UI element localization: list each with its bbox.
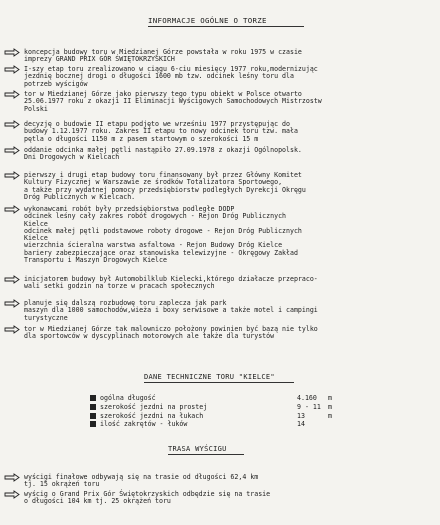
paragraph-line: turystyczne — [24, 313, 68, 322]
info-paragraph — [24, 326, 432, 341]
square-bullet-icon — [90, 413, 96, 419]
paragraph-line: I-szy etap toru zrealizowano w ciągu 6-ciu miesięcy 1977 roku,modernizując — [24, 65, 318, 73]
paragraph-line: wierzchnia ścieralna warstwa asfaltowa - Rejon Budowy Dróg Kielce — [24, 241, 283, 250]
paragraph-line: pętla o długości 1150 m z pasem startowym o szerokości 15 m — [24, 134, 259, 143]
info-paragraph — [24, 276, 432, 291]
arrow-bullet-icon — [4, 275, 20, 284]
tech-value: 14 — [297, 420, 305, 428]
paragraph-line: potrzeb wyścigów — [24, 79, 88, 88]
info-paragraph — [24, 491, 432, 506]
arrow-bullet-icon — [4, 48, 20, 57]
tech-title-underline — [144, 382, 294, 383]
arrow-bullet-icon — [4, 90, 20, 99]
info-paragraph — [24, 91, 432, 113]
paragraph-line: decyzję o budowie II etapu podjęto we wrześniu 1977 przystępując do — [24, 120, 290, 128]
paragraph-line: o długości 104 km tj. 25 okrążeń toru — [24, 497, 171, 506]
paragraph-line: pierwszy i drugi etap budowy toru finansowany był przez Główny Komitet — [24, 171, 302, 179]
paragraph-line: Kielce — [24, 234, 48, 243]
paragraph-line: budowy 1.12.1977 roku. Zakres II etapu to nowy odcinek toru tzw. mała — [24, 127, 298, 136]
tech-data-row — [90, 421, 350, 428]
info-paragraph — [24, 66, 432, 88]
arrow-bullet-icon — [4, 171, 20, 180]
info-paragraph — [24, 172, 432, 201]
arrow-bullet-icon — [4, 120, 20, 129]
paragraph-line: bariery zabezpieczające oraz stanowiska telewizyjne - Okręgowy Zakład — [24, 248, 298, 257]
tech-data-title: DANE TECHNICZNE TORU "KIELCE" — [144, 373, 275, 381]
title-underline — [148, 26, 304, 27]
paragraph-line: imprezy GRAND PRIX GÓR ŚWIĘTOKRZYSKICH — [24, 55, 175, 64]
tech-unit: m — [328, 412, 332, 420]
document-title: INFORMACJE OGÓLNE O TORZE — [148, 16, 267, 25]
tech-value: 4.160 — [297, 394, 317, 402]
tech-label: szerokość jezdni na prostej — [100, 403, 208, 411]
tech-label: ogólna długość — [100, 394, 156, 402]
route-title: TRASA WYŚCIGU — [168, 445, 227, 453]
tech-label: szerokość jezdni na łukach — [100, 412, 204, 420]
info-paragraph — [24, 121, 432, 143]
paragraph-line: wali setki godzin na torze w pracach społecznych — [24, 282, 215, 291]
paragraph-line: Dróg Publicznych w Kielcach. — [24, 192, 136, 201]
paragraph-line: wykonawcami robót były przedsiębiorstwa podległe DODP — [24, 205, 235, 213]
paragraph-line: Polski — [24, 104, 48, 113]
paragraph-line: oddanie odcinka małej pętli nastąpiło 27.09.1978 z okazji Ogólnopolsk. — [24, 146, 302, 154]
paragraph-line: a także przy wydatnej pomocy przedsiębiorstw podległych Dyrekcji Okręgu — [24, 185, 306, 194]
paragraph-line: wyścigi finałowe odbywają się na trasie od długości 62,4 km — [24, 473, 259, 481]
tech-data-row — [90, 404, 350, 411]
paragraph-line: tor w Miedzianej Górze jako pierwszy tego typu obiekt w Polsce otwarto — [24, 90, 302, 98]
info-paragraph — [24, 49, 432, 64]
paragraph-line: 25.06.1977 roku z okazji II Eliminacji Wyścigowych Samochodowych Mistrzostw — [24, 97, 322, 106]
tech-label: ilość zakrętów - łuków — [100, 420, 188, 428]
tech-value: 9 - 11 — [297, 403, 321, 411]
paragraph-line: Kielce — [24, 219, 48, 228]
tech-data-row — [90, 395, 350, 402]
paragraph-line: inicjatorem budowy był Automobilklub Kielecki,którego działacze przepraco- — [24, 275, 318, 283]
paragraph-line: jezdnię bocznej drogi o długości 1600 mb tzw. odcinek leśny toru dla — [24, 72, 294, 81]
arrow-bullet-icon — [4, 146, 20, 155]
info-paragraph — [24, 300, 432, 322]
paragraph-line: wyścig o Grand Prix Gór Świętokrzyskich odbędzie się na trasie — [24, 490, 271, 498]
arrow-bullet-icon — [4, 325, 20, 334]
paragraph-line: planuje się dalszą rozbudowę toru zaplecza jak park — [24, 299, 227, 307]
paragraph-line: dla sportowców w dyscyplinach motorowych ale także dla turystów — [24, 332, 275, 341]
paragraph-line: Kultury Fizycznej w Warszawie ze środków Totalizatora Sportowego, — [24, 178, 283, 187]
square-bullet-icon — [90, 421, 96, 427]
paragraph-line: Transportu i Maszyn Drogowych Kielce — [24, 256, 167, 265]
paragraph-line: Dni Drogowych w Kielcach — [24, 153, 120, 162]
paragraph-line: tor w Miedzianej Górze tak malowniczo położony powinien być bazą nie tylko — [24, 325, 318, 333]
paragraph-line: maszyn dla 1000 samochodów,wieża i boxy serwisowe a także motel i campingi — [24, 306, 318, 315]
arrow-bullet-icon — [4, 473, 20, 482]
info-paragraph — [24, 147, 432, 162]
route-title-underline — [168, 454, 244, 455]
paragraph-line: odcinek małej pętli podstawowe roboty drogowe - Rejon Dróg Publicznych — [24, 226, 302, 235]
info-paragraph — [24, 206, 432, 264]
paragraph-line: odcinek leśny cały zakres robót drogowych - Rejon Dróg Publicznych — [24, 212, 287, 221]
paragraph-line: tj. 15 okrążeń toru — [24, 480, 100, 489]
arrow-bullet-icon — [4, 490, 20, 499]
arrow-bullet-icon — [4, 205, 20, 214]
arrow-bullet-icon — [4, 65, 20, 74]
tech-unit: m — [328, 403, 332, 411]
info-paragraph — [24, 474, 432, 489]
tech-unit: m — [328, 394, 332, 402]
square-bullet-icon — [90, 404, 96, 410]
arrow-bullet-icon — [4, 299, 20, 308]
tech-value: 13 — [297, 412, 305, 420]
square-bullet-icon — [90, 395, 96, 401]
paragraph-line: koncepcja budowy toru w Miedzianej Górze powstała w roku 1975 w czasie — [24, 48, 302, 56]
